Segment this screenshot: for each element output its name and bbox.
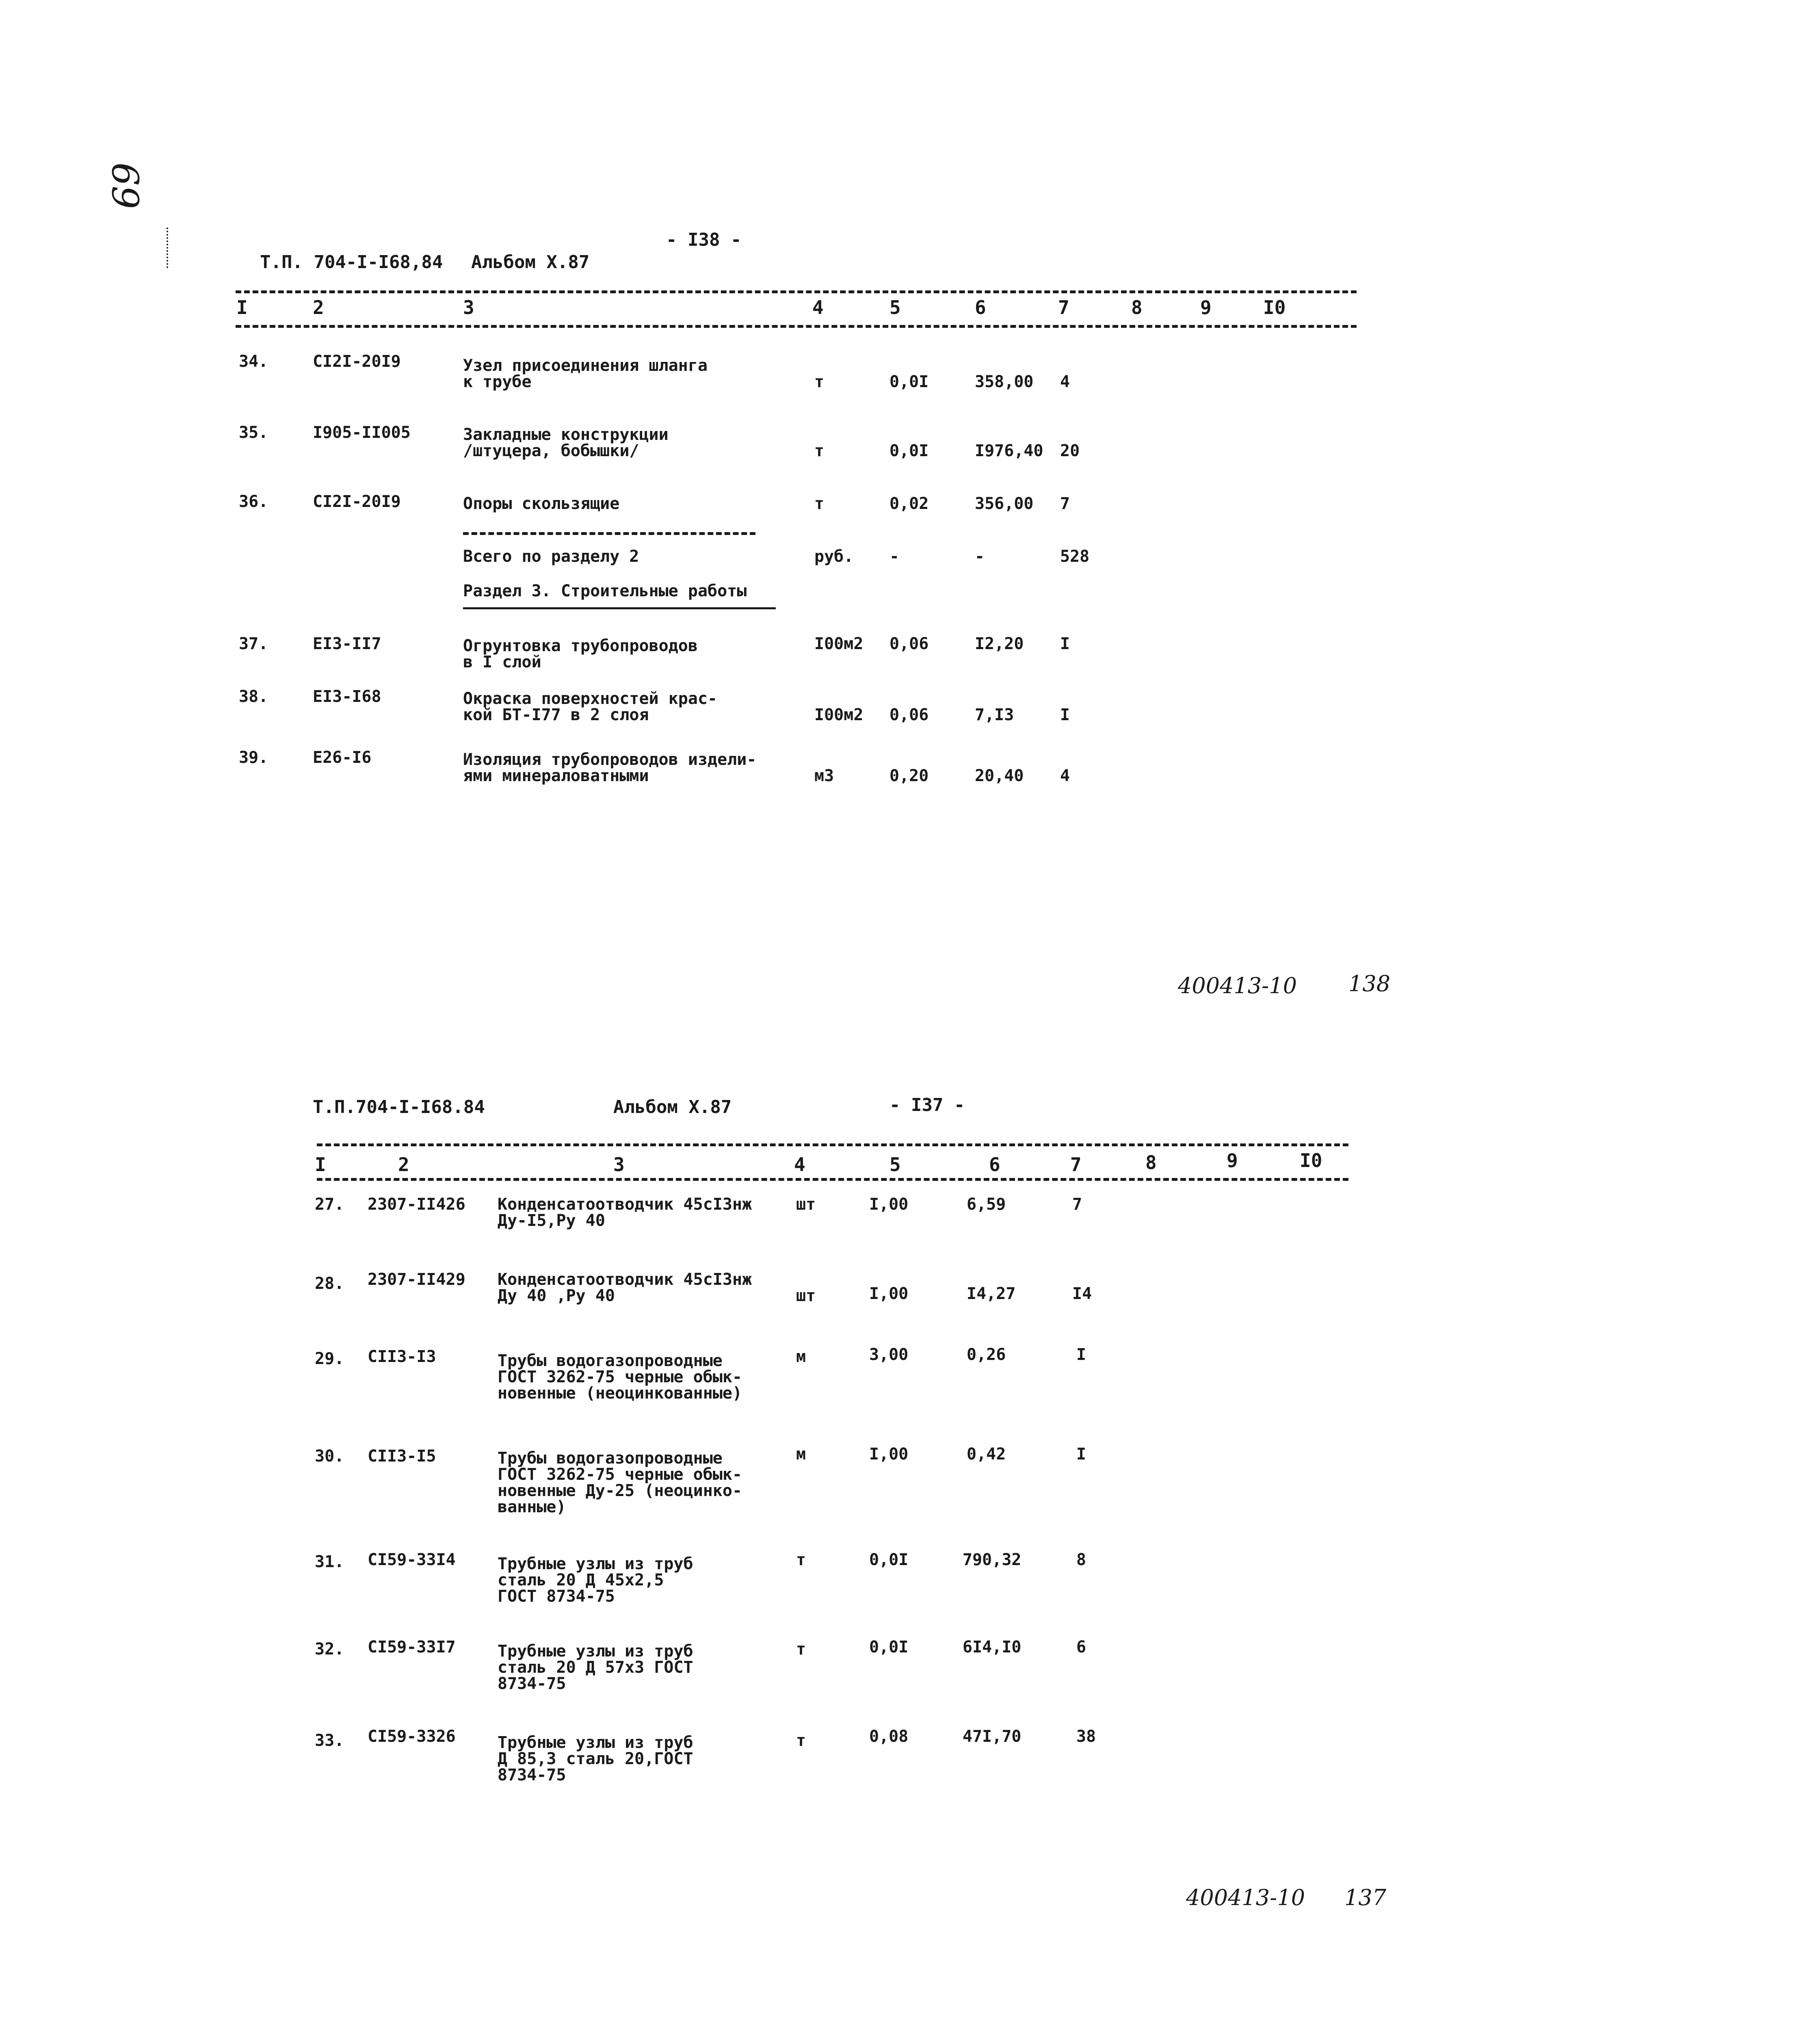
- section-underline: [463, 607, 776, 609]
- row-price: I4,27: [967, 1284, 1016, 1303]
- row-price: 6,59: [967, 1195, 1006, 1214]
- row-price: 7,I3: [975, 706, 1014, 724]
- upper-col-2: 2: [313, 297, 324, 318]
- row-code: EI3-II7: [313, 634, 381, 653]
- row-total: 7: [1072, 1195, 1082, 1214]
- lower-archive-stamp: 400413-10: [1186, 1885, 1305, 1910]
- lower-page-number: - I37 -: [889, 1095, 965, 1115]
- row-number: 30.: [315, 1447, 344, 1466]
- row-code: I905-II005: [313, 423, 411, 442]
- row-description: Узел присоединения шланга к трубе: [463, 356, 708, 391]
- subtotal-quantity: -: [889, 547, 900, 566]
- row-description: Конденсатоотводчик 45сI3нж Ду-I5,Ру 40: [498, 1195, 752, 1230]
- row-number: 37.: [239, 634, 268, 653]
- row-total: 4: [1060, 766, 1070, 785]
- lower-stamp-page: 137: [1344, 1885, 1387, 1910]
- row-total: I4: [1072, 1284, 1092, 1303]
- upper-page-number: - I38 -: [666, 230, 742, 250]
- subtotal-rule: [463, 532, 755, 535]
- lower-doc-code: Т.П.704-I-I68.84: [313, 1097, 485, 1117]
- row-code: CII3-I3: [368, 1347, 436, 1366]
- row-description: Трубы водогазопроводные ГОСТ 3262-75 черные обык- новенные Ду-25 (неоцинко- ванные): [498, 1449, 742, 1516]
- row-price: I2,20: [975, 634, 1024, 653]
- row-code: EI3-I68: [313, 687, 381, 706]
- lower-col-7: 7: [1070, 1154, 1082, 1176]
- row-quantity: 0,06: [889, 634, 929, 653]
- row-total: I: [1076, 1445, 1086, 1464]
- upper-col-9: 9: [1200, 297, 1212, 318]
- row-unit: т: [814, 372, 825, 391]
- row-description: Трубные узлы из труб Д 85,3 сталь 20,ГОСТ 8734-75: [498, 1733, 693, 1784]
- row-description: Трубные узлы из труб сталь 20 Д 57x3 ГОСТ 8734-75: [498, 1642, 693, 1693]
- row-code: CI59-33I4: [368, 1550, 456, 1569]
- lower-col-8: 8: [1145, 1152, 1157, 1174]
- upper-archive-stamp: 400413-10: [1178, 973, 1297, 998]
- row-unit: I00м2: [814, 706, 863, 724]
- row-price: 356,00: [975, 494, 1034, 513]
- row-total: 8: [1076, 1550, 1086, 1569]
- upper-col-8: 8: [1131, 297, 1143, 318]
- upper-col-4: 4: [812, 297, 824, 318]
- row-unit: I00м2: [814, 634, 863, 653]
- upper-col-3: 3: [463, 297, 474, 318]
- subtotal-unit: руб.: [814, 547, 854, 566]
- row-unit: м: [796, 1347, 806, 1366]
- subtotal-label: Всего по разделу 2: [463, 547, 639, 566]
- row-description: Трубные узлы из труб сталь 20 Д 45x2,5 ГОСТ 8734-75: [498, 1555, 693, 1606]
- margin-mark: 69: [104, 162, 146, 209]
- row-number: 32.: [315, 1640, 344, 1659]
- row-description: Трубы водогазопроводные ГОСТ 3262-75 черные обык- новенные (неоцинкованные): [498, 1351, 742, 1403]
- row-quantity: 3,00: [869, 1345, 909, 1364]
- row-price: 358,00: [975, 372, 1034, 391]
- upper-col-7: 7: [1058, 297, 1069, 318]
- row-description: Конденсатоотводчик 45сI3нж Ду 40 ,Ру 40: [498, 1270, 752, 1305]
- lower-album: Альбом X.87: [613, 1097, 732, 1117]
- margin-dotted-line: [167, 227, 168, 268]
- row-code: CI2I-20I9: [313, 492, 401, 511]
- lower-col-2: 2: [398, 1154, 409, 1176]
- row-description: Закладные конструкции /штуцера, бобышки/: [463, 425, 669, 460]
- row-number: 33.: [315, 1731, 344, 1750]
- lower-col-9: 9: [1227, 1150, 1238, 1171]
- row-total: 7: [1060, 494, 1070, 513]
- upper-stamp-page: 138: [1348, 971, 1391, 996]
- upper-header-top-rule: [236, 290, 1357, 293]
- upper-doc-code: Т.П. 704-I-I68,84: [260, 252, 443, 273]
- row-price: 790,32: [963, 1550, 1021, 1569]
- row-total: 6: [1076, 1638, 1086, 1656]
- row-quantity: 0,0I: [889, 442, 929, 460]
- row-quantity: 0,08: [869, 1727, 909, 1746]
- lower-col-6: 6: [989, 1154, 1000, 1176]
- row-total: I: [1060, 706, 1070, 724]
- row-description: Изоляция трубопроводов издели- ями минераловатными: [463, 750, 757, 785]
- row-description: Огрунтовка трубопроводов в I слой: [463, 637, 698, 671]
- row-quantity: I,00: [869, 1195, 909, 1214]
- row-total: 38: [1076, 1727, 1096, 1746]
- row-total: 20: [1060, 442, 1080, 460]
- row-total: I: [1060, 634, 1070, 653]
- lower-col-10: I0: [1300, 1150, 1322, 1171]
- row-price: I976,40: [975, 442, 1043, 460]
- row-price: 47I,70: [963, 1727, 1021, 1746]
- row-unit: шт: [796, 1286, 816, 1305]
- section-heading: Раздел 3. Строительные работы: [463, 582, 747, 600]
- row-number: 28.: [315, 1274, 344, 1293]
- row-number: 29.: [315, 1349, 344, 1368]
- row-total: I: [1076, 1345, 1086, 1364]
- row-unit: м: [796, 1445, 806, 1464]
- upper-col-1: I: [236, 297, 248, 318]
- upper-album: Альбом X.87: [471, 252, 590, 273]
- row-code: CI2I-20I9: [313, 352, 401, 371]
- upper-header-bottom-rule: [236, 325, 1357, 328]
- lower-col-3: 3: [613, 1154, 625, 1176]
- row-code: 2307-II429: [368, 1270, 465, 1289]
- row-price: 0,26: [967, 1345, 1006, 1364]
- row-total: 4: [1060, 372, 1070, 391]
- row-quantity: I,00: [869, 1284, 909, 1303]
- row-code: CI59-3326: [368, 1727, 456, 1746]
- upper-col-10: I0: [1263, 297, 1286, 318]
- row-code: 2307-II426: [368, 1195, 465, 1214]
- row-unit: м3: [814, 766, 834, 785]
- subtotal-total: 528: [1060, 547, 1090, 566]
- lower-header-top-rule: [317, 1143, 1348, 1146]
- upper-col-5: 5: [889, 297, 901, 318]
- lower-col-5: 5: [889, 1154, 901, 1176]
- row-price: 0,42: [967, 1445, 1006, 1464]
- row-description: Окраска поверхностей крас- кой БТ-I77 в 2 слоя: [463, 689, 718, 724]
- row-number: 38.: [239, 687, 268, 706]
- row-description: Опоры скользящие: [463, 494, 620, 513]
- row-unit: т: [814, 494, 825, 513]
- lower-col-1: I: [315, 1154, 326, 1176]
- row-number: 27.: [315, 1195, 344, 1214]
- row-quantity: 0,0I: [869, 1638, 909, 1656]
- row-unit: т: [796, 1550, 806, 1569]
- row-quantity: 0,0I: [869, 1550, 909, 1569]
- row-number: 36.: [239, 492, 268, 511]
- lower-col-4: 4: [794, 1154, 805, 1176]
- row-quantity: 0,20: [889, 766, 929, 785]
- row-code: CII3-I5: [368, 1447, 436, 1466]
- row-unit: т: [796, 1731, 806, 1750]
- row-unit: т: [796, 1640, 806, 1659]
- row-price: 6I4,I0: [963, 1638, 1021, 1656]
- subtotal-price: -: [975, 547, 985, 566]
- row-quantity: 0,0I: [889, 372, 929, 391]
- row-quantity: 0,02: [889, 494, 929, 513]
- row-unit: т: [814, 442, 825, 460]
- row-number: 31.: [315, 1552, 344, 1571]
- upper-col-6: 6: [975, 297, 986, 318]
- lower-header-bottom-rule: [317, 1178, 1348, 1181]
- row-unit: шт: [796, 1195, 816, 1214]
- row-number: 35.: [239, 423, 268, 442]
- row-code: CI59-33I7: [368, 1638, 456, 1656]
- row-number: 34.: [239, 352, 268, 371]
- row-number: 39.: [239, 748, 268, 767]
- row-quantity: 0,06: [889, 706, 929, 724]
- row-price: 20,40: [975, 766, 1024, 785]
- row-quantity: I,00: [869, 1445, 909, 1464]
- row-code: E26-I6: [313, 748, 372, 767]
